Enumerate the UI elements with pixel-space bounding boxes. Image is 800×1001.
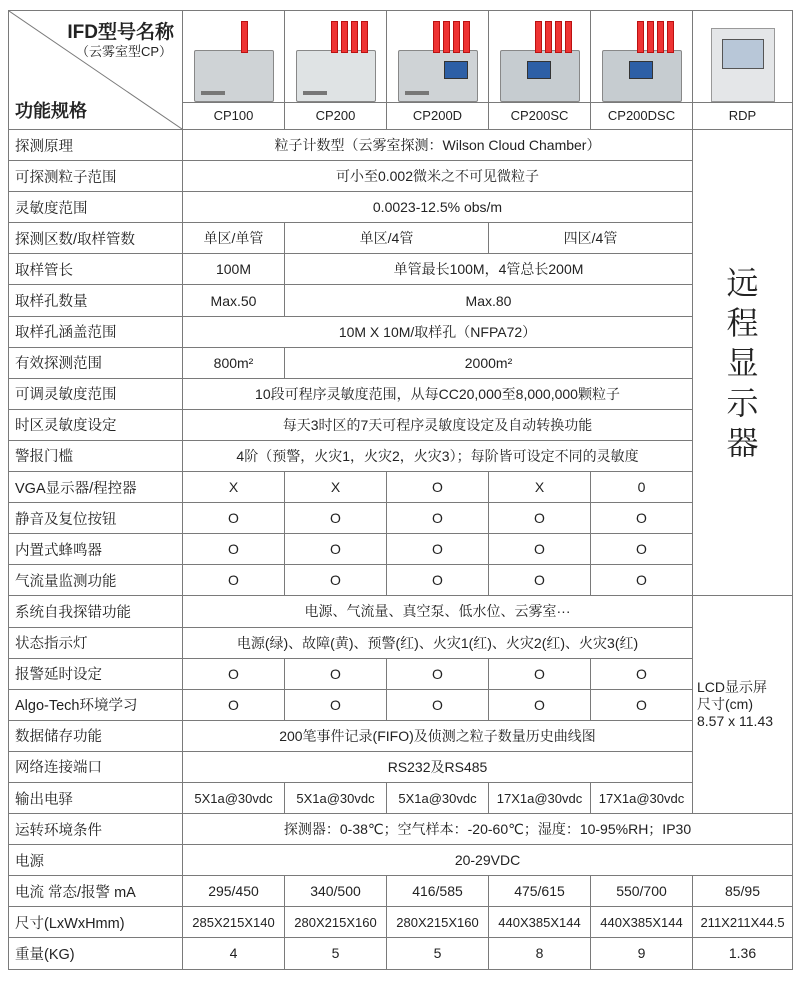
model-rdp: [693, 11, 793, 130]
row-value: O: [183, 503, 285, 534]
row-label: 网络连接端口: [9, 751, 183, 782]
row-label: Algo-Tech环境学习: [9, 689, 183, 720]
row-label: 警报门槛: [9, 440, 183, 471]
row-label: 系统自我探错功能: [9, 596, 183, 627]
row-value: 四区/4管: [489, 223, 693, 254]
table-row: [9, 254, 793, 285]
row-label: 探测原理: [9, 130, 183, 161]
row-value: 0.0023-12.5% obs/m: [183, 192, 693, 223]
row-label: 尺寸(LxWxHmm): [9, 907, 183, 938]
row-value: 17X1a@30vdc: [591, 782, 693, 813]
table-row: [9, 316, 793, 347]
row-value: O: [285, 565, 387, 596]
rdp-lcd-text-1: LCD显示屏: [697, 679, 768, 696]
row-value: O: [285, 689, 387, 720]
row-value: O: [183, 565, 285, 596]
row-label: 可探测粒子范围: [9, 161, 183, 192]
row-value: O: [183, 658, 285, 689]
rdp-device-image: [711, 28, 775, 102]
row-value: 85/95: [693, 876, 793, 907]
table-row: [9, 130, 793, 161]
table-row: [9, 285, 793, 316]
row-value: Max.80: [285, 285, 693, 316]
row-value: O: [285, 534, 387, 565]
row-value: O: [183, 534, 285, 565]
row-label: 运转环境条件: [9, 814, 183, 845]
model-label: CP200DSC: [591, 102, 692, 129]
row-value: X: [489, 472, 591, 503]
model-name-subtitle: （云雾室型CP）: [75, 44, 172, 59]
row-label: 状态指示灯: [9, 627, 183, 658]
cp200dsc-device-image: [602, 50, 682, 102]
header-row: [9, 11, 793, 130]
model-cp200dsc: [591, 11, 693, 130]
row-value: 550/700: [591, 876, 693, 907]
table-row: [9, 658, 793, 689]
table-row: [9, 814, 793, 845]
row-value: 4: [183, 938, 285, 969]
table-row: [9, 378, 793, 409]
row-value: X: [183, 472, 285, 503]
row-value: 单区/单管: [183, 223, 285, 254]
row-label: 有效探测范围: [9, 347, 183, 378]
row-value: O: [489, 658, 591, 689]
row-value: O: [387, 565, 489, 596]
table-row: [9, 596, 793, 627]
row-value: 280X215X160: [285, 907, 387, 938]
rdp-lcd-cell: [693, 596, 793, 814]
row-value: 285X215X140: [183, 907, 285, 938]
row-value: 211X211X44.5: [693, 907, 793, 938]
row-label: 静音及复位按钮: [9, 503, 183, 534]
row-label: 时区灵敏度设定: [9, 409, 183, 440]
row-label: 电源: [9, 845, 183, 876]
row-value: 340/500: [285, 876, 387, 907]
row-value: O: [285, 503, 387, 534]
table-row: [9, 938, 793, 969]
row-label: 可调灵敏度范围: [9, 378, 183, 409]
row-value: 280X215X160: [387, 907, 489, 938]
table-row: [9, 409, 793, 440]
row-value: O: [183, 689, 285, 720]
table-row: [9, 472, 793, 503]
table-row: [9, 782, 793, 813]
row-value: O: [489, 534, 591, 565]
model-cp100: [183, 11, 285, 130]
row-value: O: [387, 503, 489, 534]
cp200d-device-image: [398, 50, 478, 102]
row-label: 电流 常态/报警 mA: [9, 876, 183, 907]
row-value: 5X1a@30vdc: [285, 782, 387, 813]
row-value: O: [591, 565, 693, 596]
model-name-title: IFD型号名称: [67, 22, 174, 43]
row-value: O: [591, 658, 693, 689]
row-value: 0: [591, 472, 693, 503]
header-corner: [9, 11, 183, 130]
row-label: 数据储存功能: [9, 720, 183, 751]
table-row: [9, 627, 793, 658]
row-value: 1.36: [693, 938, 793, 969]
row-value: O: [387, 689, 489, 720]
cp100-device-image: [194, 50, 274, 102]
row-value: 20-29VDC: [183, 845, 793, 876]
table-row: [9, 565, 793, 596]
row-value: 可小至0.002微米之不可见微粒子: [183, 161, 693, 192]
row-value: O: [489, 503, 591, 534]
row-value: O: [591, 534, 693, 565]
row-value: 10M X 10M/取样孔（NFPA72）: [183, 316, 693, 347]
rdp-lcd-text-2: 尺寸(cm): [697, 696, 753, 713]
row-value: 295/450: [183, 876, 285, 907]
row-value: O: [285, 658, 387, 689]
row-value: O: [591, 689, 693, 720]
row-value: 粒子计数型（云雾室探测：Wilson Cloud Chamber）: [183, 130, 693, 161]
cp200-device-image: [296, 50, 376, 102]
row-value: 5: [387, 938, 489, 969]
row-value: 440X385X144: [489, 907, 591, 938]
row-value: 单区/4管: [285, 223, 489, 254]
row-value: 440X385X144: [591, 907, 693, 938]
table-row: [9, 751, 793, 782]
row-value: 416/585: [387, 876, 489, 907]
model-label: CP200: [285, 102, 386, 129]
table-row: [9, 689, 793, 720]
spec-table: [8, 10, 793, 970]
row-value: 电源(绿)、故障(黄)、预警(红)、火灾1(红)、火灾2(红)、火灾3(红): [183, 627, 693, 658]
row-value: 单管最长100M，4管总长200M: [285, 254, 693, 285]
row-value: O: [387, 472, 489, 503]
row-value: 8: [489, 938, 591, 969]
row-label: VGA显示器/程控器: [9, 472, 183, 503]
table-row: [9, 347, 793, 378]
row-label: 取样孔数量: [9, 285, 183, 316]
row-label: 气流量监测功能: [9, 565, 183, 596]
row-value: 4阶（预警，火灾1，火灾2，火灾3）；每阶皆可设定不同的灵敏度: [183, 440, 693, 471]
row-value: 100M: [183, 254, 285, 285]
row-label: 重量(KG): [9, 938, 183, 969]
model-cp200d: [387, 11, 489, 130]
row-label: 输出电驿: [9, 782, 183, 813]
table-row: [9, 503, 793, 534]
row-label: 内置式蜂鸣器: [9, 534, 183, 565]
row-value: 200笔事件记录(FIFO)及侦测之粒子数量历史曲线图: [183, 720, 693, 751]
row-value: 每天3时区的7天可程序灵敏度设定及自动转换功能: [183, 409, 693, 440]
row-value: 10段可程序灵敏度范围，从每CC20,000至8,000,000颗粒子: [183, 378, 693, 409]
row-value: 800m²: [183, 347, 285, 378]
row-value: O: [489, 565, 591, 596]
row-value: 5: [285, 938, 387, 969]
cp200sc-device-image: [500, 50, 580, 102]
row-value: O: [387, 534, 489, 565]
model-label: RDP: [693, 102, 792, 129]
table-row: [9, 440, 793, 471]
row-value: O: [489, 689, 591, 720]
row-label: 取样管长: [9, 254, 183, 285]
table-row: [9, 534, 793, 565]
function-spec-title: 功能规格: [15, 101, 87, 121]
table-row: [9, 876, 793, 907]
table-row: [9, 845, 793, 876]
model-cp200: [285, 11, 387, 130]
row-value: RS232及RS485: [183, 751, 693, 782]
row-label: 灵敏度范围: [9, 192, 183, 223]
model-label: CP200SC: [489, 102, 590, 129]
row-value: 5X1a@30vdc: [387, 782, 489, 813]
table-row: [9, 720, 793, 751]
row-value: 475/615: [489, 876, 591, 907]
model-label: CP100: [183, 102, 284, 129]
table-row: [9, 223, 793, 254]
model-cp200sc: [489, 11, 591, 130]
row-label: 报警延时设定: [9, 658, 183, 689]
rdp-remote-display-text: 远程显示器: [726, 264, 761, 461]
model-label: CP200D: [387, 102, 488, 129]
row-label: 探测区数/取样管数: [9, 223, 183, 254]
rdp-lcd-text-3: 8.57 x 11.43: [697, 713, 774, 730]
rdp-remote-display-cell: [693, 130, 793, 596]
row-value: 探测器：0-38℃；空气样本：-20-60℃；湿度：10-95%RH；IP30: [183, 814, 793, 845]
table-row: [9, 192, 793, 223]
table-row: [9, 907, 793, 938]
row-value: Max.50: [183, 285, 285, 316]
row-label: 取样孔涵盖范围: [9, 316, 183, 347]
row-value: 9: [591, 938, 693, 969]
row-value: 5X1a@30vdc: [183, 782, 285, 813]
row-value: X: [285, 472, 387, 503]
row-value: O: [591, 503, 693, 534]
row-value: 2000m²: [285, 347, 693, 378]
table-row: [9, 161, 793, 192]
row-value: 电源、气流量、真空泵、低水位、云雾室···: [183, 596, 693, 627]
row-value: O: [387, 658, 489, 689]
row-value: 17X1a@30vdc: [489, 782, 591, 813]
